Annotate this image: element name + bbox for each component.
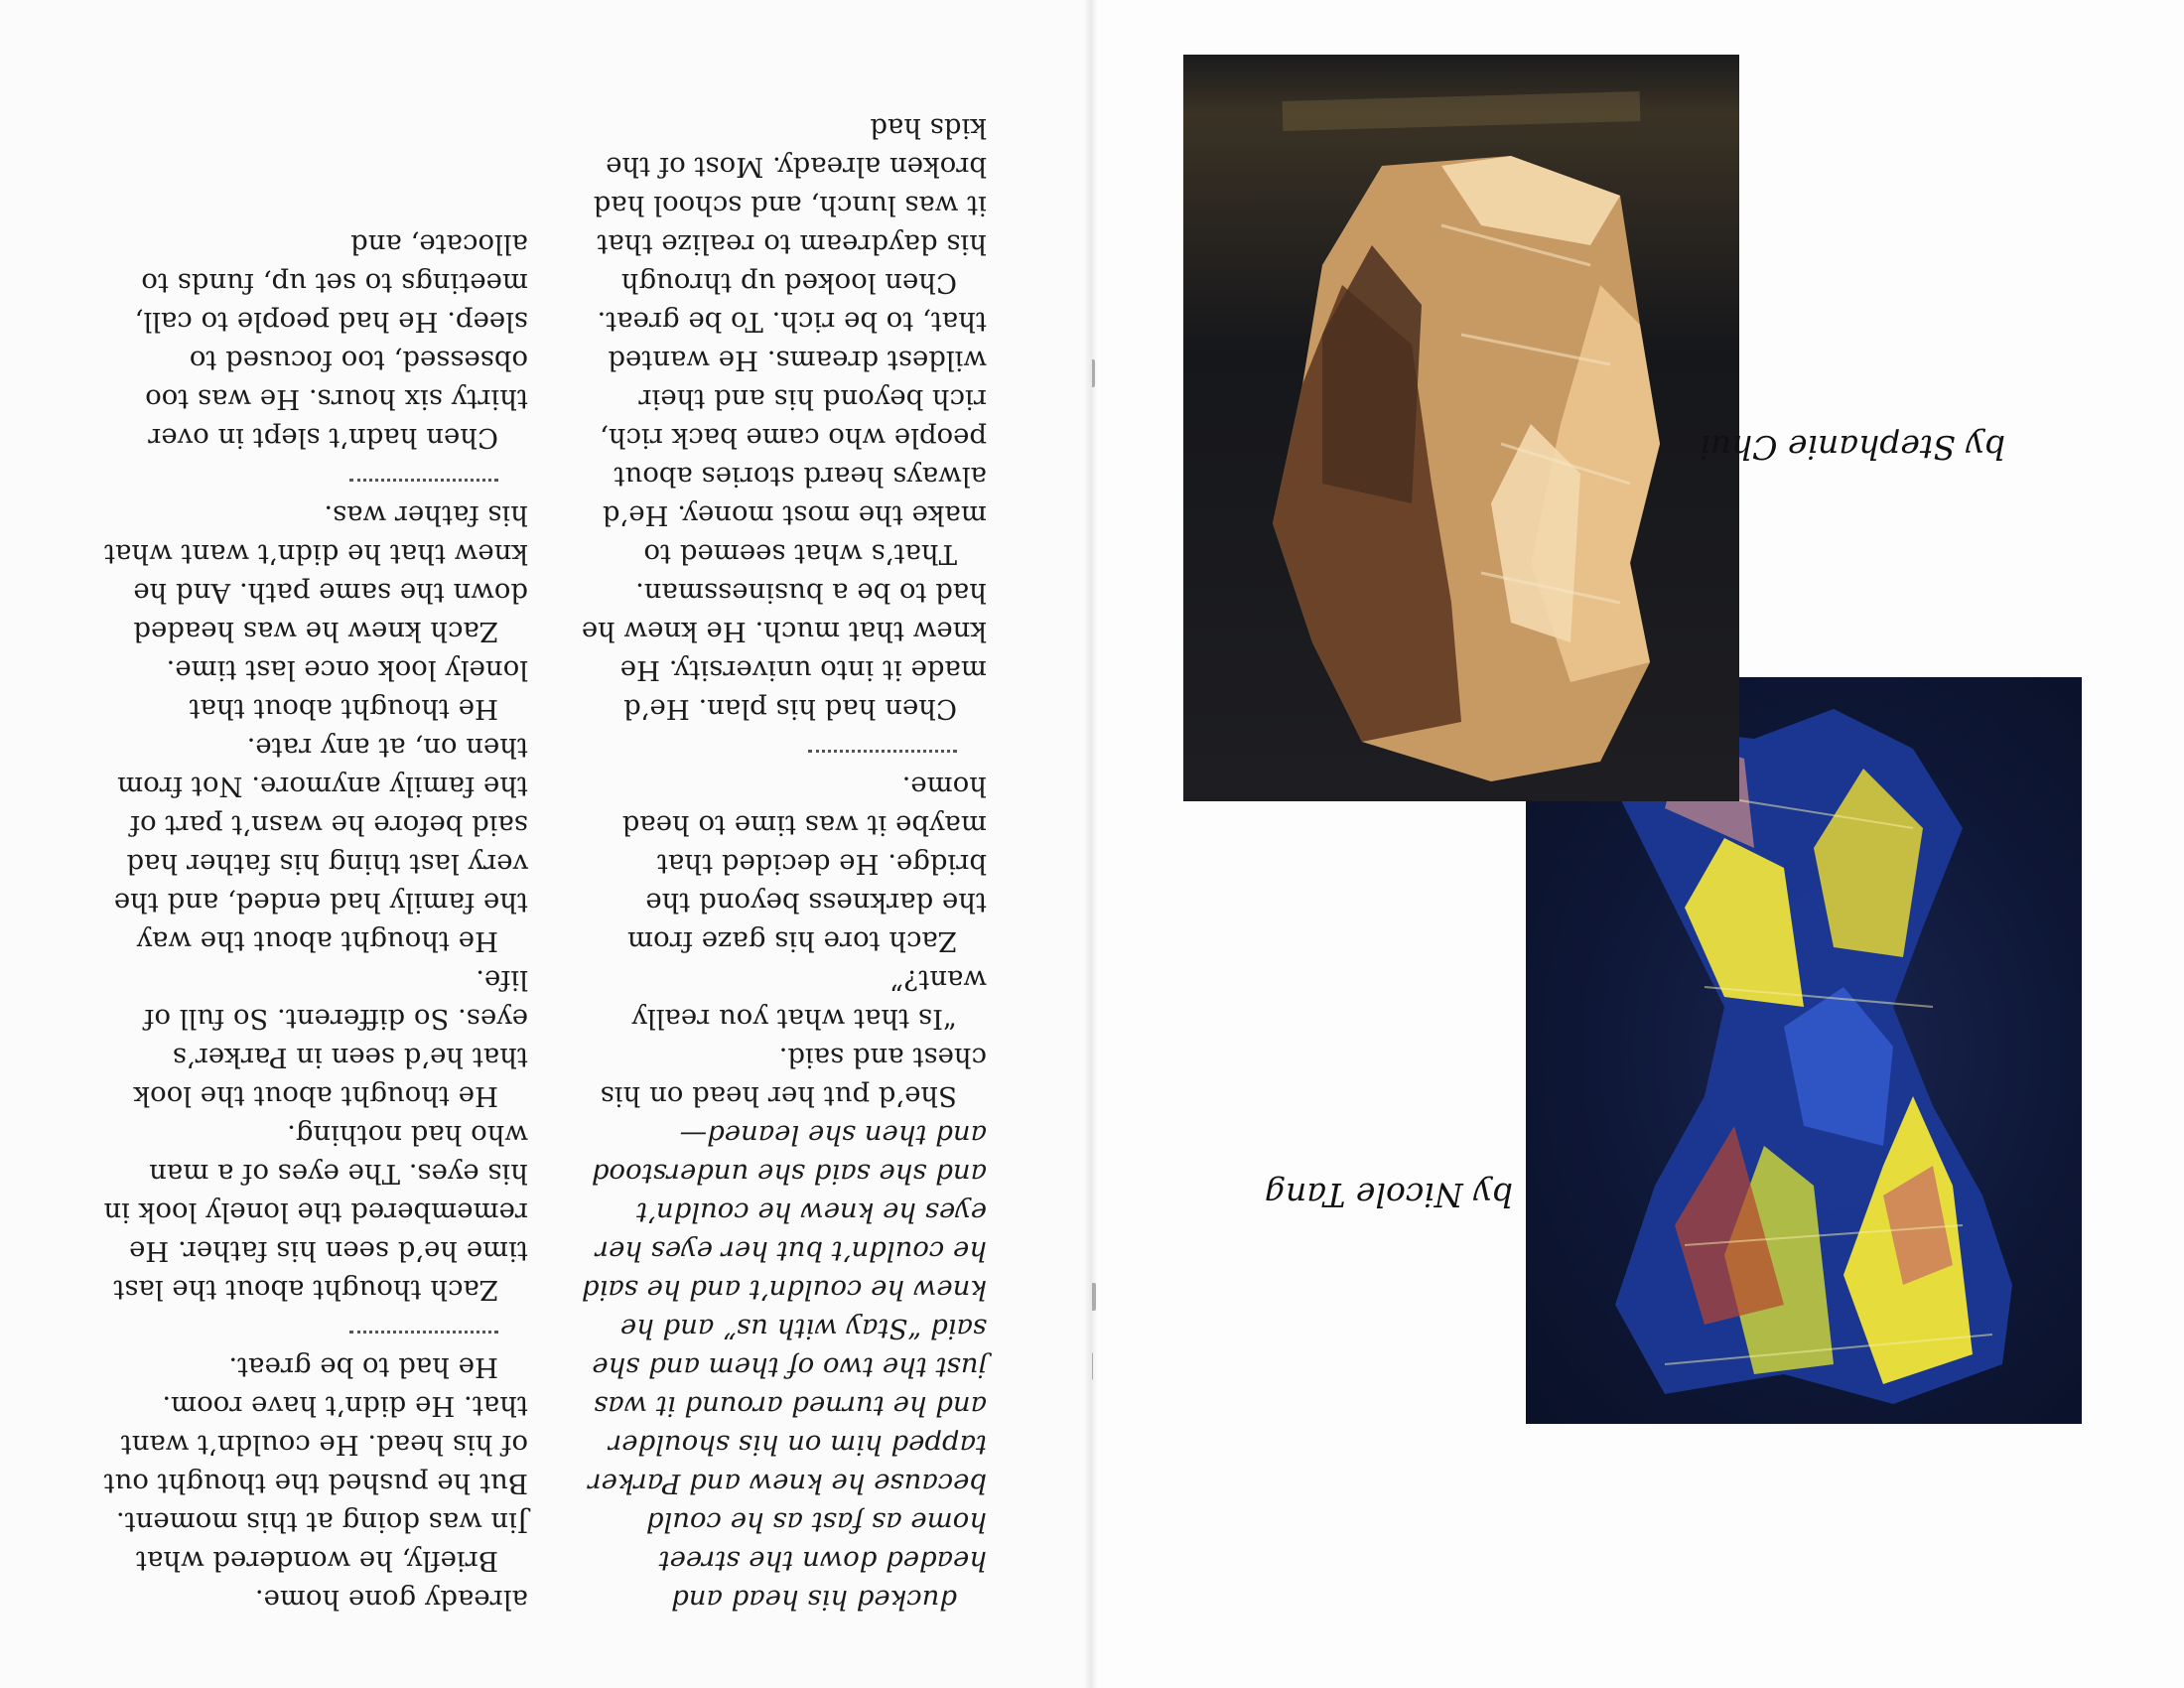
- story-paragraph: He thought about that lonely look once last time.: [166, 654, 528, 725]
- story-paragraph: Chen looked up through his daydream to realize that it was lunch, and school had broken already. Most of the kids had: [593, 112, 987, 299]
- story-paragraph: “Is that what you really want?”: [631, 964, 987, 1035]
- story-paragraph: Briefly, he wondered what Jin was doing at this moment. But he pushed the thought out of his head. He couldn’t want that. He didn’t have room.: [103, 1390, 528, 1577]
- story-paragraph: Chen hadn’t slept in over thirty six hours. He was too obsessed, too focused to sleep. He had people to call, meetings to set up, funds to allocate, and: [134, 228, 528, 454]
- crumpled-bag-drawing-brown: [1183, 55, 1739, 801]
- story-paragraph: He thought about the way the family had ended, and the very last thing his father had said before he wasn’t part of the family anymore. Not from then on, at any rate.: [113, 732, 528, 957]
- story-paragraph: She’d put her head on his chest and said.: [600, 1042, 987, 1112]
- section-separator: [808, 750, 957, 753]
- story-paragraph: Zach tore his gaze from the darkness beyond the bridge. He decided that maybe it was time to head home.: [621, 771, 987, 957]
- story-column-1: [580, 108, 987, 1618]
- story-paragraph: Chen had his plan. He’d made it into university. He knew that much. He knew he had to be a businessman.: [581, 577, 987, 725]
- caption-stephanie-chui: by Stephanie Chui: [1700, 428, 2005, 467]
- section-separator: [349, 479, 498, 482]
- story-paragraph: Zach thought about the last time he’d seen his father. He remembered the lonely look in his eyes. The eyes of a man who had nothing.: [103, 1119, 528, 1306]
- story-paragraph: He had to be great.: [228, 1351, 498, 1383]
- story-paragraph: He thought about the look that he’d seen in Parker’s eyes. So different. So full of life.: [133, 964, 528, 1112]
- stephanie-chui-artwork: [1183, 55, 1739, 801]
- artwork-page: [1092, 0, 2184, 1688]
- story-paragraph: That’s what seemed to make the most money. He’d always heard stories about people who came back rich, rich beyond his and their wildest dreams. He wanted that, to be rich. To be great.: [597, 306, 987, 570]
- story-column-2: [101, 224, 528, 1618]
- story-paragraph: ducked his head and headed down the street home as fast as he could because he knew and Parker tapped him on his shoulder and he turned around it was just the two of them and she said “Stay with us” and he knew he couldn’t and he said he couldn’t but her eyes her eyes he knew he couldn’t and she said she understood and then she leaned—: [581, 1119, 987, 1616]
- story-paragraph: Zach knew he was headed down the same path. And he knew that he didn’t want what his father was.: [104, 499, 528, 647]
- caption-nicole-tang: by Nicole Tang: [1264, 1176, 1513, 1214]
- section-separator: [349, 1331, 498, 1334]
- gutter-shadow: [1084, 0, 1098, 1688]
- story-paragraph: already gone home.: [254, 1584, 528, 1616]
